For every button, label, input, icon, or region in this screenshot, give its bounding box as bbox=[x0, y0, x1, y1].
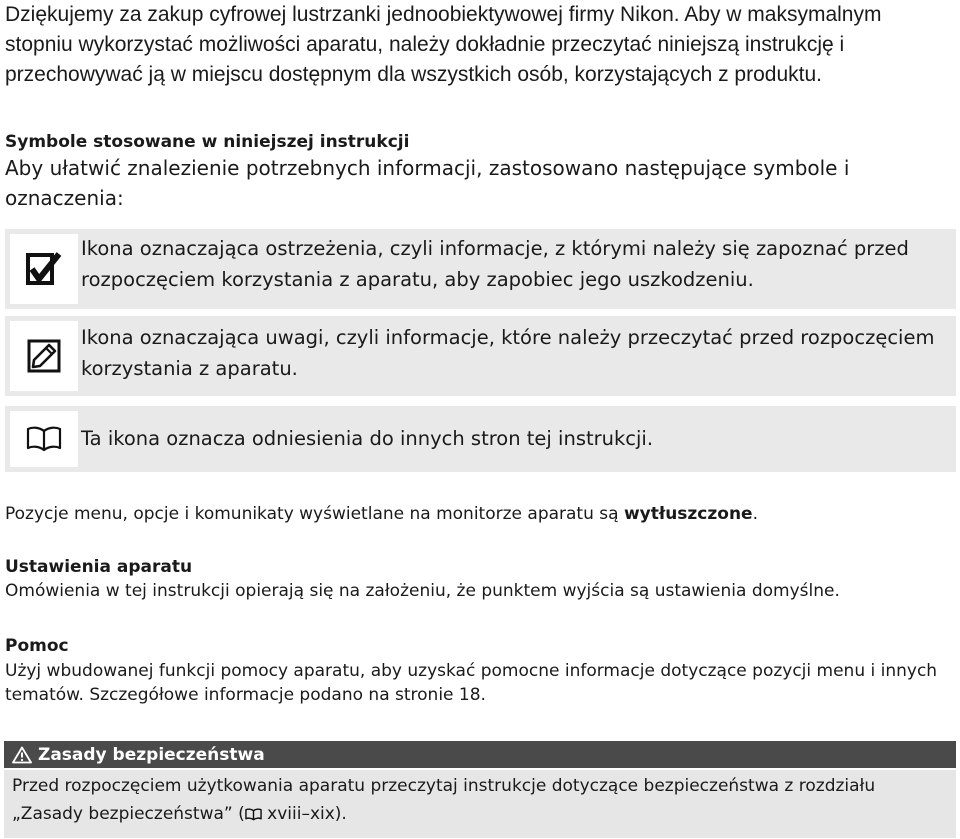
safety-page-reference[interactable]: xviii–xix bbox=[267, 804, 335, 824]
help-body: Użyj wbudowanej funkcji pomocy aparatu, aby uzyskać pomocne informacje dotyczące pozycji menu i innych tematów. Szczegółowe informacje podano na stronie 18. bbox=[5, 661, 938, 705]
symbol-row-caution bbox=[5, 229, 956, 309]
symbol-box bbox=[10, 321, 78, 391]
symbol-caution-text: Ikona oznaczająca ostrzeżenia, czyli informacje, z którymi należy się zapoznać przed rozpoczęciem korzystania z aparatu, aby zapobiec jego uszkodzeniu. bbox=[81, 237, 909, 291]
menu-note-bold: wytłuszczone bbox=[623, 504, 753, 524]
safety-heading-bar bbox=[4, 741, 956, 768]
camera-settings-body: Omówienia w tej instrukcji opierają się na założeniu, że punktem wyjścia są ustawienia domyślne. bbox=[5, 581, 840, 601]
symbols-heading: Symbole stosowane w niniejszej instrukcji bbox=[5, 132, 410, 152]
symbol-reference-text: Ta ikona oznacza odniesienia do innych stron tej instrukcji. bbox=[81, 427, 654, 450]
intro-paragraph: Dziękujemy za zakup cyfrowej lustrzanki jednoobiektywowej firmy Nikon. Aby w maksymalnym stopniu wykorzystać możliwości aparatu, należy dokładnie przeczytać niniejszą instrukcję i przechowywać ją w miejscu dostępnym dla wszystkich osób, korzystających z produktu. bbox=[5, 3, 882, 86]
symbol-note-text: Ikona oznaczająca uwagi, czyli informacje, które należy przeczytać przed rozpoczęciem korzystania z aparatu. bbox=[81, 326, 935, 380]
help-heading: Pomoc bbox=[5, 636, 69, 656]
safety-body-text: Przed rozpoczęciem użytkowania aparatu przeczytaj instrukcje dotyczące bezpieczeństwa z rozdziału „Zasady bezpieczeństwa” ( bbox=[12, 776, 876, 824]
checkmark-caution-icon bbox=[26, 252, 62, 286]
menu-note-text: Pozycje menu, opcje i komunikaty wyświetlane na monitorze aparatu są bbox=[5, 504, 624, 524]
menu-note-end: . bbox=[752, 504, 758, 524]
symbols-lead: Aby ułatwić znalezienie potrzebnych informacji, zastosowano następujące symbole i oznaczenia: bbox=[5, 156, 850, 210]
symbol-box bbox=[10, 234, 78, 304]
safety-heading: Zasady bezpieczeństwa bbox=[38, 744, 265, 765]
open-book-icon bbox=[26, 426, 62, 452]
symbol-row-reference bbox=[5, 406, 956, 472]
symbol-row-note bbox=[5, 316, 956, 396]
symbol-box bbox=[10, 411, 78, 467]
camera-settings-heading: Ustawienia aparatu bbox=[5, 557, 193, 577]
safety-body-end: ). bbox=[334, 804, 347, 824]
open-book-icon bbox=[245, 808, 262, 821]
warning-triangle-icon bbox=[12, 746, 32, 764]
safety-body bbox=[4, 770, 956, 838]
pencil-note-icon bbox=[27, 339, 61, 373]
menu-note bbox=[5, 502, 950, 526]
